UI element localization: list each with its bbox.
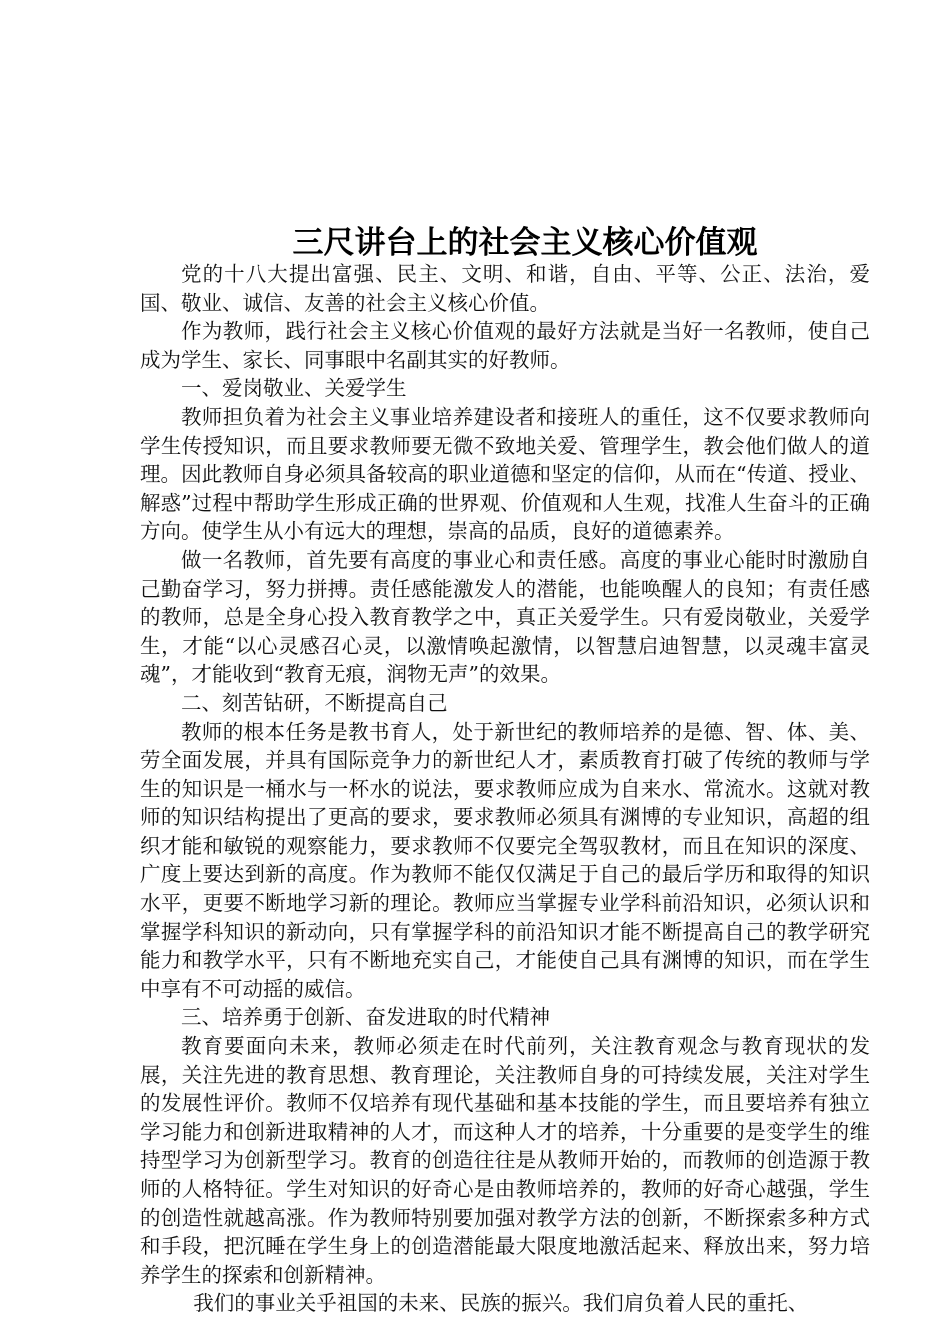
document-body (140, 260, 870, 1318)
section-heading-3: 三、培养勇于创新、奋发进取的时代精神 (181, 1005, 550, 1030)
section-heading-1: 一、爱岗敬业、关爱学生 (181, 376, 407, 401)
paragraph-closing: 我们的事业关乎祖国的未来、民族的振兴。我们肩负着人民的重托、 (193, 1291, 809, 1316)
paragraph-section-2: 教师的根本任务是教书育人，处于新世纪的教师培养的是德、智、体、美、劳全面发展，并具有国际竞争力的新世纪人才，素质教育打破了传统的教师与学生的知识是一桶水与一杯水的说法，要求教师应成为自来水、常流水。这就对教师的知识结构提出了更高的要求，要求教师必须具有渊博的专业知识，高超的组织才能和敏锐的观察能力，要求教师不仅要完全驾驭教材，而且在知识的深度、广度上要达到新的高度。作为教师不能仅仅满足于自己的最后学历和取得的知识水平，更要不断地学习新的理论。教师应当掌握专业学科前沿知识，必须认识和掌握学科知识的新动向，只有掌握学科的前沿知识才能不断提高自己的教学研究能力和教学水平，只有不断地充实自己，才能使自己具有渊博的知识，而在学生中享有不可动摇的威信。 (140, 719, 870, 1001)
paragraph-section-3: 教育要面向未来，教师必须走在时代前列，关注教育观念与教育现状的发展，关注先进的教育思想、教育理论，关注教师自身的可持续发展，关注对学生的发展性评价。教师不仅培养有现代基础和基本技能的学生，而且要培养有独立学习能力和创新进取精神的人才，而这种人才的培养，十分重要的是变学生的维持型学习为创新型学习。教育的创造往往是从教师开始的，而教师的创造源于教师的人格特征。学生对知识的好奇心是由教师培养的，教师的好奇心越强，学生的创造性就越高涨。作为教师特别要加强对教学方法的创新，不断探索多种方式和手段，把沉睡在学生身上的创造潜能最大限度地激活起来、释放出来，努力培养学生的探索和创新精神。 (140, 1034, 870, 1287)
paragraph-teacher-role: 作为教师，践行社会主义核心价值观的最好方法就是当好一名教师，使自己成为学生、家长、同事眼中名副其实的好教师。 (140, 319, 870, 372)
document-title: 三尺讲台上的社会主义核心价值观 (292, 224, 758, 261)
paragraph-section-1b: 做一名教师，首先要有高度的事业心和责任感。高度的事业心能时时激励自己勤奋学习，努力拼搏。责任感能激发人的潜能，也能唤醒人的良知；有责任感的教师，总是全身心投入教育教学之中，真正关爱学生。只有爱岗敬业，关爱学生，才能“以心灵感召心灵，以激情唤起激情，以智慧启迪智慧，以灵魂丰富灵魂”，才能收到“教育无痕，润物无声”的效果。 (140, 547, 870, 687)
paragraph-section-1a: 教师担负着为社会主义事业培养建设者和接班人的重任，这不仅要求教师向学生传授知识，而且要求教师要无微不致地关爱、管理学生，教会他们做人的道理。因此教师自身必须具备较高的职业道德和坚定的信仰，从而在“传道、授业、解惑”过程中帮助学生形成正确的世界观、价值观和人生观，找准人生奋斗的正确方向。使学生从小有远大的理想，崇高的品质，良好的道德素养。 (140, 404, 870, 544)
paragraph-intro: 党的十八大提出富强、民主、文明、和谐，自由、平等、公正、法治，爱国、敬业、诚信、友善的社会主义核心价值。 (140, 262, 870, 315)
section-heading-2: 二、刻苦钻研，不断提高自己 (181, 690, 448, 715)
